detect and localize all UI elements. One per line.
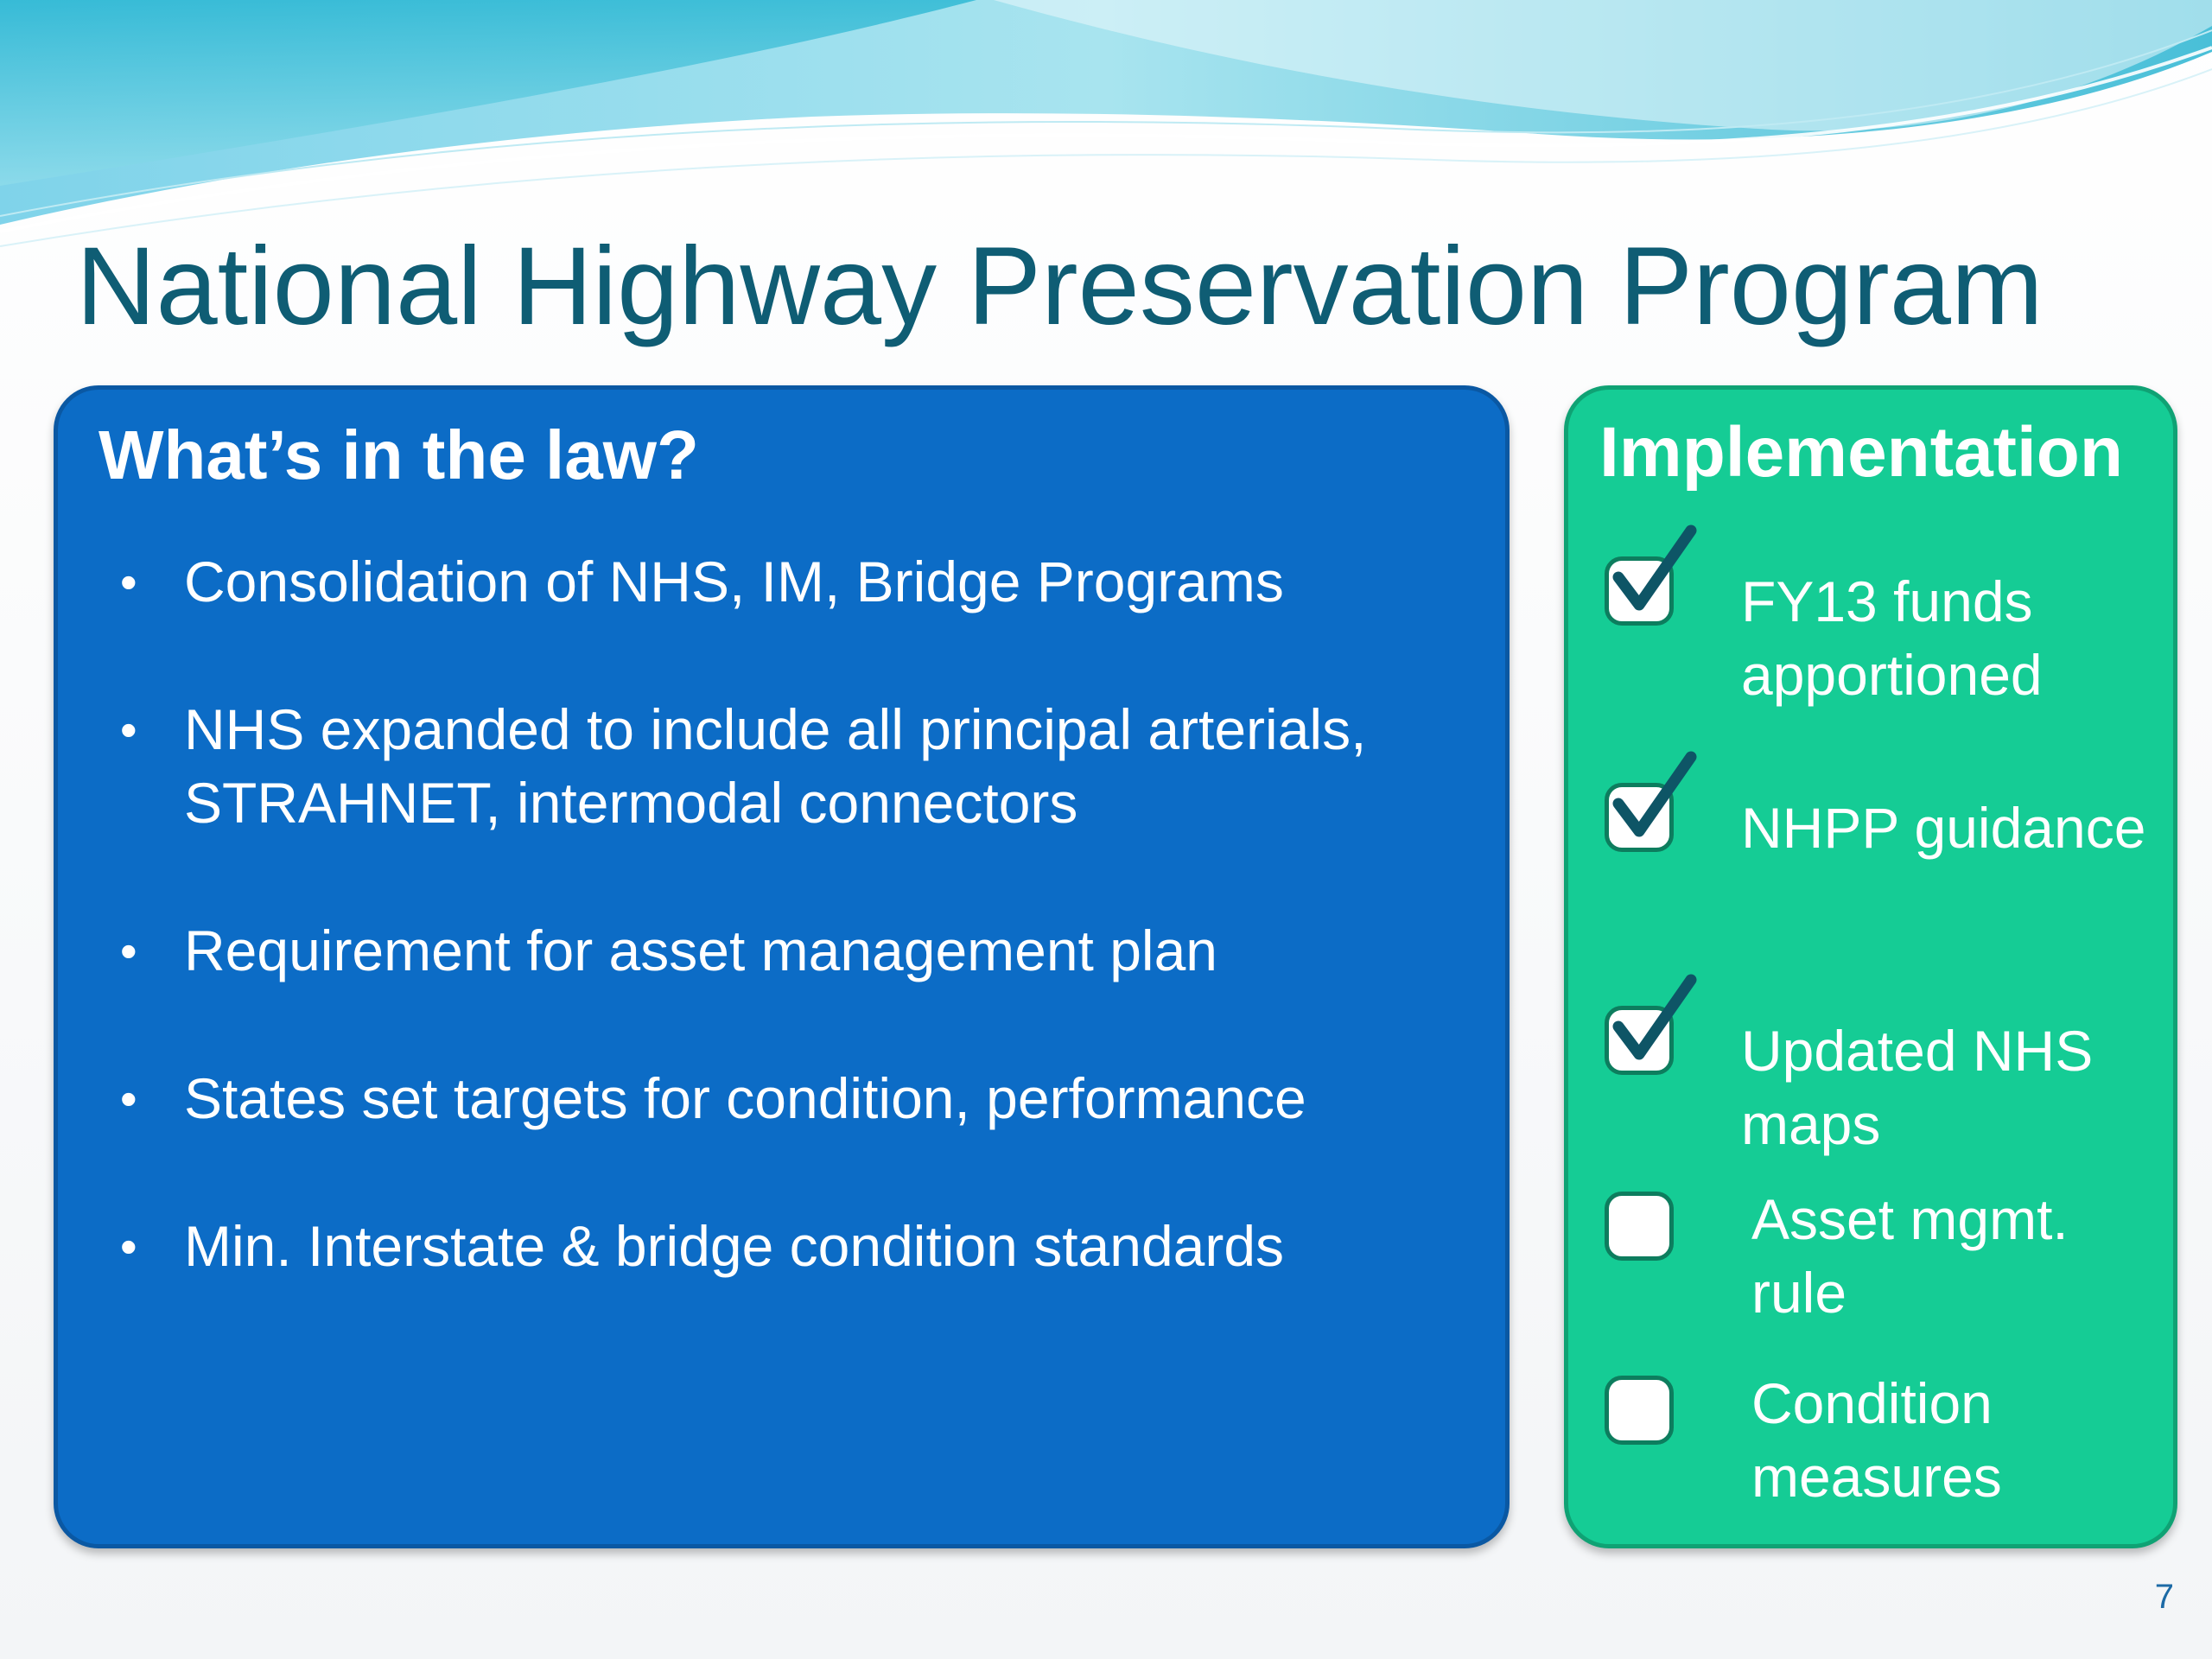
implementation-item-fy13-funds xyxy=(1568,556,2173,729)
bullet-icon: • xyxy=(120,555,137,609)
list-item xyxy=(58,1062,1505,1135)
implementation-item-asset-rule xyxy=(1568,1187,2173,1364)
implementation-panel-heading: Implementation xyxy=(1599,413,2123,492)
implementation-item-label: NHPP guidance xyxy=(1741,796,2146,860)
implementation-item-label: Condition measures xyxy=(1751,1371,2002,1509)
checkmark-icon xyxy=(1603,973,1698,1068)
list-item-text: Requirement for asset management plan xyxy=(184,918,1217,982)
list-item xyxy=(58,545,1505,619)
list-item-text: Consolidation of NHS, IM, Bridge Programs xyxy=(184,550,1284,613)
bullet-icon: • xyxy=(120,1071,137,1126)
list-item-text: Min. Interstate & bridge condition standards xyxy=(184,1214,1285,1278)
implementation-item-label: FY13 funds apportioned xyxy=(1741,569,2043,707)
implementation-item-label: Asset mgmt. rule xyxy=(1751,1187,2069,1325)
bullet-icon: • xyxy=(120,1219,137,1274)
law-panel xyxy=(54,385,1510,1548)
implementation-panel xyxy=(1564,385,2177,1548)
list-item-text: States set targets for condition, performance xyxy=(184,1066,1306,1130)
list-item xyxy=(58,914,1505,988)
wave-header-decoration xyxy=(0,0,2212,259)
page-number: 7 xyxy=(2154,1578,2174,1616)
implementation-item-condition-measures xyxy=(1568,1371,2173,1548)
bullet-icon: • xyxy=(120,702,137,757)
law-panel-heading: What’s in the law? xyxy=(99,416,699,493)
checkbox xyxy=(1605,1192,1674,1261)
list-item xyxy=(58,693,1505,840)
checkmark-icon xyxy=(1603,750,1698,845)
law-bullet-list xyxy=(58,545,1505,1357)
implementation-item-label: Updated NHS maps xyxy=(1741,1019,2094,1156)
bullet-icon: • xyxy=(120,924,137,978)
checkbox xyxy=(1605,1376,1674,1445)
page-title: National Highway Preservation Program xyxy=(76,225,2044,348)
list-item-text: NHS expanded to include all principal arterials, STRAHNET, intermodal connectors xyxy=(184,697,1367,835)
implementation-item-nhpp-guidance xyxy=(1568,783,2173,956)
list-item xyxy=(58,1210,1505,1283)
implementation-item-nhs-maps xyxy=(1568,1006,2173,1179)
checkmark-icon xyxy=(1603,524,1698,619)
